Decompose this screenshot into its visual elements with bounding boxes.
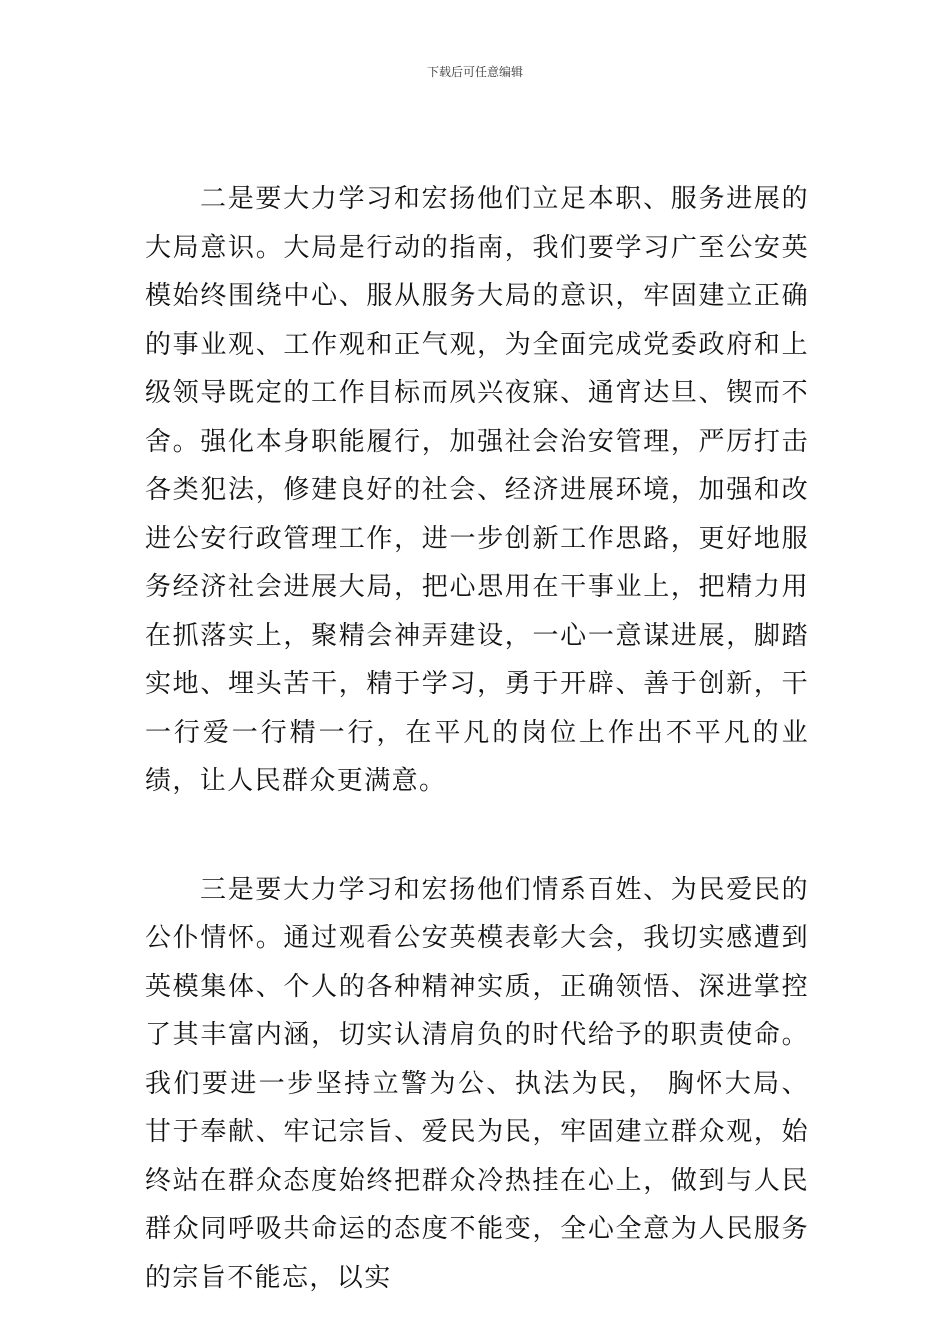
paragraph-3: 三是要大力学习和宏扬他们情系百姓、为民爱民的公仆情怀。通过观看公安英模表彰大会，我切实感遭到英模集体、个人的各种精神实质，正确领悟、深进掌控了其丰富内涵，切实认清肩负的时代给予的职责使命。我们要进一步坚持立警为公、执法为民， 胸怀大局、甘于奉献、牢记宗旨、爱民为民，牢固建立群众观，始终站在群众态度始终把群众冷热挂在心上，做到与人民群众同呼吸共命运的态度不能变，全心全意为人民服务的宗旨不能忘，以实	[145, 874, 809, 1293]
document-body	[145, 175, 809, 1302]
page-header: 下载后可任意编辑	[426, 65, 523, 79]
paragraph-2: 二是要大力学习和宏扬他们立足本职、服务进展的大局意识。大局是行动的指南，我们要学习广至公安英模始终围绕中心、服从服务大局的意识，牢固建立正确的事业观、工作观和正气观，为全面完成党委政府和上级领导既定的工作目标而夙兴夜寐、通宵达旦、锲而不舍。强化本身职能履行，加强社会治安管理，严厉打击各类犯法，修建良好的社会、经济进展环境，加强和改进公安行政管理工作，进一步创新工作思路，更好地服务经济社会进展大局，把心思用在干事业上，把精力用在抓落实上，聚精会神弄建设，一心一意谋进展，脚踏实地、埋头苦干，精于学习，勇于开辟、善于创新，干一行爱一行精一行，在平凡的岗位上作出不平凡的业绩，让人民群众更满意。	[145, 184, 809, 796]
